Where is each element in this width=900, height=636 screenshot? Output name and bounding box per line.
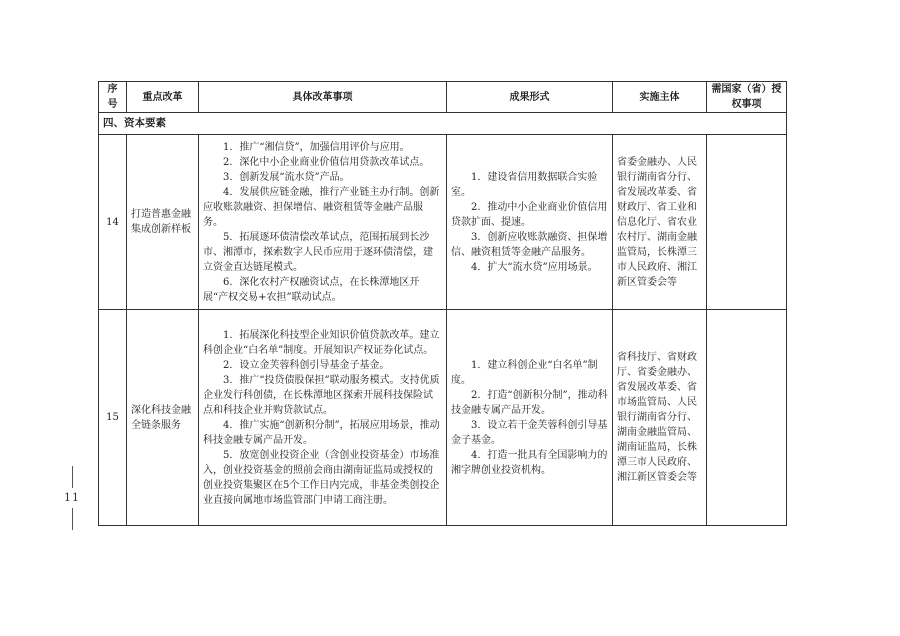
- section-row: [99, 113, 787, 135]
- reform-item: 1．拓展深化科技型企业知识价值贷款改革。建立科创企业“白名单”制度。开展知识产权证券化试点。: [203, 329, 440, 356]
- header-items: 具体改革事项: [199, 82, 447, 113]
- page-number-value: 11: [64, 491, 80, 504]
- implementing-bodies: 省科技厅、省财政厅、省委金融办、省发展改革委、省市场监管局、人民银行湖南省分行、湖南金融监管局、湖南证监局，长株潭三市人民政府、湘江新区管委会等: [613, 310, 707, 526]
- page-number: [62, 466, 82, 530]
- page-number-dash-top: [72, 466, 73, 488]
- reform-item: 3．创新发展“流水贷”产品。: [223, 171, 350, 183]
- header-outcomes: 成果形式: [447, 82, 613, 113]
- outcome-item: 3．设立若干金芙蓉科创引导基金子基金。: [451, 419, 608, 446]
- row-number: 14: [99, 135, 127, 310]
- outcome-item: 4．打造一批具有全国影响力的湘字牌创业投资机构。: [451, 449, 608, 476]
- header-row: [99, 82, 787, 113]
- reform-items: [199, 135, 447, 310]
- header-no: 序号: [99, 82, 127, 113]
- header-authorization: 需国家（省）授权事项: [707, 82, 787, 113]
- authorization-cell: [707, 135, 787, 310]
- reform-item: 6．深化农村产权融资试点，在长株潭地区开展“产权交易+农担”联动试点。: [203, 276, 420, 303]
- implementing-bodies: 省委金融办、人民银行湖南省分行、省发展改革委、省财政厅、省工业和信息化厅、省农业农村厅、湖南金融监管局，长株潭三市人民政府、湘江新区管委会等: [613, 135, 707, 310]
- page-number-dash-bottom: [72, 508, 73, 530]
- reform-item: 5．放宽创业投资企业（含创业投资基金）市场准入，创业投资基金的照前会商由湖南证监局或授权的创业投资集聚区在5个工作日内完成，非基金类创投企业直接向属地市场监管部门申请工商注册。: [203, 449, 440, 506]
- outcome-item: 2．推动中小企业商业价值信用贷款扩面、提速。: [451, 201, 608, 228]
- outcome-item: 2．打造“创新积分制”，推动科技金融专属产品开发。: [451, 389, 608, 416]
- reform-item: 5．拓展逐环债清偿改革试点，范围拓展到长沙市、湘潭市，探索数字人民币应用于逐环债清偿，建立资金直达链尾模式。: [203, 231, 433, 273]
- table-row: [99, 310, 787, 526]
- reform-item: 2．深化中小企业商业价值信用贷款改革试点。: [223, 156, 430, 168]
- authorization-cell: [707, 310, 787, 526]
- outcome-item: 3．创新应收账款融资、担保增信、融资租赁等金融产品服务。: [451, 231, 608, 258]
- outcome-item: 1．建立科创企业“白名单”制度。: [451, 359, 598, 386]
- reform-items: [199, 310, 447, 526]
- outcome-item: 4．扩大“流水贷”应用场景。: [471, 261, 598, 273]
- row-number: 15: [99, 310, 127, 526]
- header-bodies: 实施主体: [613, 82, 707, 113]
- reform-item: 1．推广“湘信贷”，加强信用评价与应用。: [223, 141, 410, 153]
- outcome-item: 1．建设省信用数据联合实验室。: [451, 171, 598, 198]
- outcomes: [447, 310, 613, 526]
- reform-name: 打造普惠金融集成创新样板: [127, 135, 199, 310]
- reform-table: [98, 81, 787, 526]
- reform-item: 4．发展供应链金融，推行产业链主办行制。创新应收账款融资、担保增信、融资租赁等金融产品服务。: [203, 186, 440, 228]
- reform-item: 4．推广实施“创新积分制”，拓展应用场景，推动科技金融专属产品开发。: [203, 419, 440, 446]
- reform-item: 3．推广“投贷债股保担”联动服务模式。支持优质企业发行科创债，在长株潭地区探索开展科技保险试点和科技企业并购贷款试点。: [203, 374, 440, 416]
- section-title: 四、资本要素: [99, 113, 787, 135]
- reform-name: 深化科技金融全链条服务: [127, 310, 199, 526]
- outcomes: [447, 135, 613, 310]
- table-row: [99, 135, 787, 310]
- reform-item: 2．设立金芙蓉科创引导基金子基金。: [223, 359, 390, 371]
- header-reform: 重点改革: [127, 82, 199, 113]
